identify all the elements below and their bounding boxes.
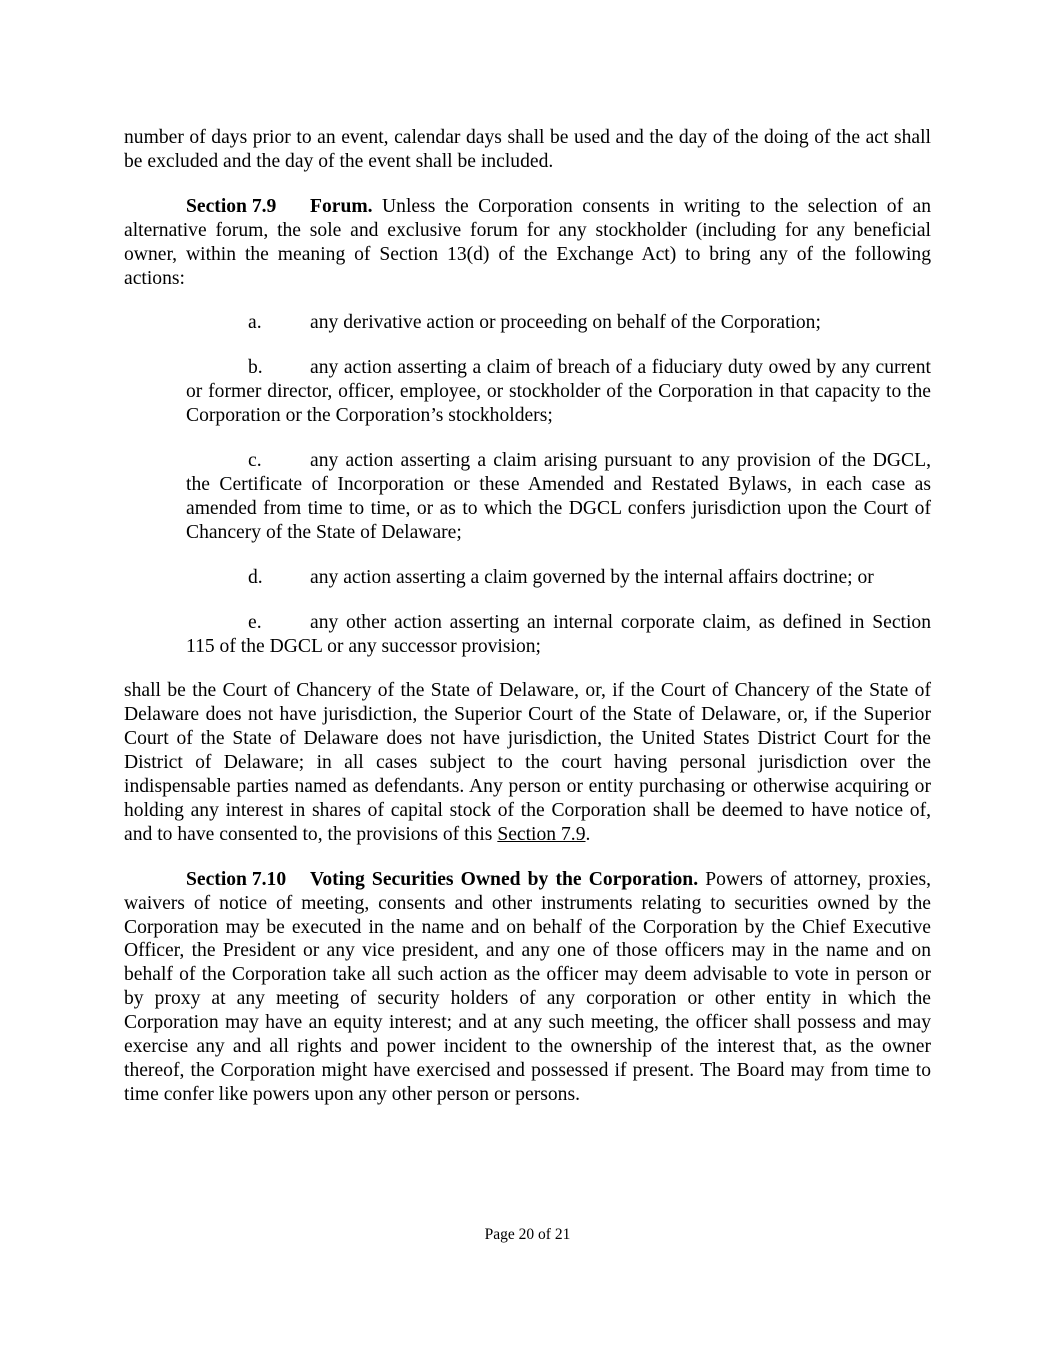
list-item-text: any action asserting a claim arising pursuant to any provision of the DGCL, the Certificate of Incorporation or these Amended and Restated Bylaws, in each case as amended from time to time, or as to which the DGCL confers jurisdiction upon the Court of Chancery of the State of Delaware; bbox=[186, 450, 931, 543]
section-7-10-paragraph bbox=[124, 868, 931, 1107]
section-7-9-number: Section 7.9 bbox=[186, 195, 277, 217]
section-7-9-paragraph bbox=[124, 195, 931, 291]
list-item-letter: d. bbox=[248, 566, 263, 588]
intro-paragraph: number of days prior to an event, calendar days shall be used and the day of the doing of the act shall be excluded and the day of the event shall be included. bbox=[124, 127, 931, 172]
page-number: Page 20 of 21 bbox=[484, 1226, 571, 1243]
list-item-letter: c. bbox=[248, 450, 262, 472]
list-item-text: any other action asserting an internal corporate claim, as defined in Section 115 of the DGCL or any successor provision; bbox=[186, 611, 931, 657]
list-item-c bbox=[186, 449, 931, 545]
list-item-a bbox=[186, 311, 931, 335]
section-7-9-body: Unless the Corporation consents in writing to the selection of an alternative forum, the sole and exclusive forum for any stockholder (including for any beneficial owner, within the meaning of Section 13(d) of the Exchange Act) to bring any of the following actions: bbox=[124, 195, 931, 289]
document-page bbox=[124, 126, 931, 1128]
list-item-text: any action asserting a claim of breach of a fiduciary duty owed by any current or former director, officer, employee, or stockholder of the Corporation in that capacity to the Corporation or the Corporation’s stockholders; bbox=[186, 357, 931, 427]
list-item-letter: b. bbox=[248, 357, 263, 379]
section-7-9-closing-paragraph bbox=[124, 679, 931, 846]
list-item-e bbox=[186, 611, 931, 659]
section-7-10-title: Voting Securities Owned by the Corporation. bbox=[310, 868, 699, 890]
section-7-9-cross-reference: Section 7.9 bbox=[497, 823, 586, 845]
list-item-b bbox=[186, 356, 931, 428]
section-7-9-title: Forum. bbox=[310, 195, 373, 217]
list-item-letter: a. bbox=[248, 312, 262, 334]
section-7-10-body: Powers of attorney, proxies, waivers of notice of meeting, consents and other instruments relating to securities owned by the Corporation may be executed in the name and on behalf of the Corporation by the Chief Executive Officer, the President or any vice president, and any one of those officers may in the name and on behalf of the Corporation take all such action as the officer may deem advisable to vote in person or by proxy at any meeting of security holders of any corporation or other entity in which the Corporation may have an equity interest; and at any such meeting, the officer shall possess and may exercise any and all rights and power incident to the ownership of the interest that, as the owner thereof, the Corporation might have exercised and possessed if present. The Board may from time to time confer like powers upon any other person or persons. bbox=[124, 868, 931, 1105]
list-item-letter: e. bbox=[248, 611, 262, 633]
list-item-d bbox=[186, 566, 931, 590]
closing-period: . bbox=[585, 823, 591, 845]
section-7-9-closing-text: shall be the Court of Chancery of the State of Delaware, or, if the Court of Chancery of the State of Delaware does not have jurisdiction, the Superior Court of the State of Delaware, or, if the Superior Court of the State of Delaware does not have jurisdiction, the United States District Court for the District of Delaware; in all cases subject to the court having personal jurisdiction over the indispensable parties named as defendants. Any person or entity purchasing or otherwise acquiring or holding any interest in shares of capital stock of the Corporation shall be deemed to have notice of, and to have consented to, the provisions of this bbox=[124, 680, 931, 845]
section-7-10-number: Section 7.10 bbox=[186, 868, 287, 890]
list-item-text: any derivative action or proceeding on behalf of the Corporation; bbox=[310, 312, 821, 334]
list-item-text: any action asserting a claim governed by the internal affairs doctrine; or bbox=[310, 566, 874, 588]
